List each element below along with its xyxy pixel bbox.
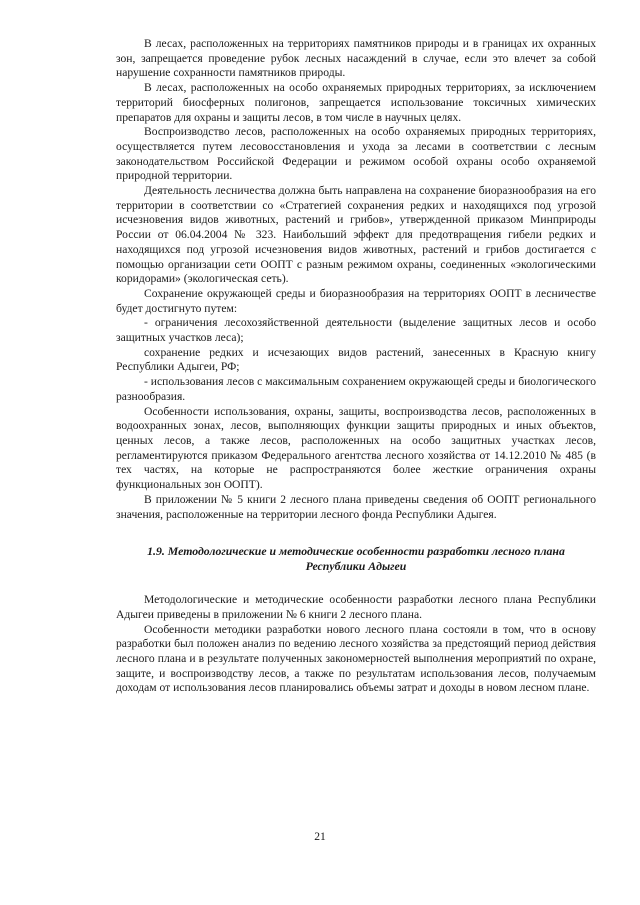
paragraph-forest-reproduction: Воспроизводство лесов, расположенных на особо охраняемых природных территориях, осуществляется путем лесовосстановления и ухода за лесами в соответствии с лесным законодательством Российской Федерации и режимом особой охраны особо охраняемой природной территории. <box>116 125 596 183</box>
paragraph-toxic-chemicals: В лесах, расположенных на особо охраняемых природных территориях, за исключением территорий биосферных полигонов, запрещается использование токсичных химических препаратов для охраны и защиты лесов, в том числе в научных целях. <box>116 81 596 124</box>
paragraph-appendix-6: Методологические и методические особенности разработки лесного плана Республики Адыгеи приведены в приложении № 6 книги 2 лесного плана. <box>116 593 596 621</box>
paragraph-natural-monuments: В лесах, расположенных на территориях памятников природы и в границах их охранных зон, запрещается проведение рубок лесных насаждений в случае, если это влечет за собой нарушение сохранности памятников природы. <box>116 37 596 80</box>
paragraph-biodiversity-strategy: Деятельность лесничества должна быть направлена на сохранение биоразнообразия на его территории в соответствии со «Стратегией сохранения редких и находящихся под угрозой исчезновения видов животных, растений и грибов», утвержденной приказом Минприроды России от 06.04.2004 № 323. Наибольший эффект для предотвращения гибели редких и находящихся под угрозой исчезновения видов животных, растений и грибов достигается с помощью организации сети ООПТ с разным режимом охраны, соединенных «экологическими коридорами» (экологическая сеть). <box>116 184 596 286</box>
page-number: 21 <box>314 830 326 843</box>
list-item-red-book: сохранение редких и исчезающих видов растений, занесенных в Красную книгу Республики Адыгеи, РФ; <box>116 345 596 374</box>
list-item-forest-use: - использования лесов с максимальным сохранением окружающей среды и биологического разнообразия. <box>116 375 596 403</box>
section-heading: 1.9. Методологические и методические особенности разработки лесного плана Республики Адыгеи <box>147 544 565 574</box>
list-item-restriction: - ограничения лесохозяйственной деятельности (выделение защитных лесов и особо защитных участков леса); <box>116 316 596 345</box>
paragraph-preservation-intro: Сохранение окружающей среды и биоразнообразия на территориях ООПТ в лесничестве будет достигнуто путем: <box>116 286 596 315</box>
paragraph-methodology: Особенности методики разработки нового лесного плана состояли в том, что в основу разработки был положен анализ по ведению лесного хозяйства за предстоящий период действия лесного плана и в результате полученных закономерностей выполнения мероприятий по охране, защите, и воспроизводству лесов, а также по результатам использования лесов, получаемым доходам от использования лесов планировались объемы затрат и доходы в новом лесном плане. <box>116 622 596 695</box>
paragraph-special-features: Особенности использования, охраны, защиты, воспроизводства лесов, расположенных в водоохранных зонах, лесов, выполняющих функции защиты природных и иных объектов, ценных лесов, а также лесов, расположенных на особо защитных участках лесов, регламентируются приказом Федерального агентства лесного хозяйства от 14.12.2010 № 485 (в тех частях, на которые не распространяются более жесткие ограничения охраны функциональных зон ООПТ). <box>116 404 596 492</box>
document-page <box>116 37 596 696</box>
heading-gap <box>116 574 596 593</box>
paragraph-appendix-5: В приложении № 5 книги 2 лесного плана приведены сведения об ООПТ регионального значения, расположенные на территории лесного фонда Республики Адыгея. <box>116 492 596 521</box>
